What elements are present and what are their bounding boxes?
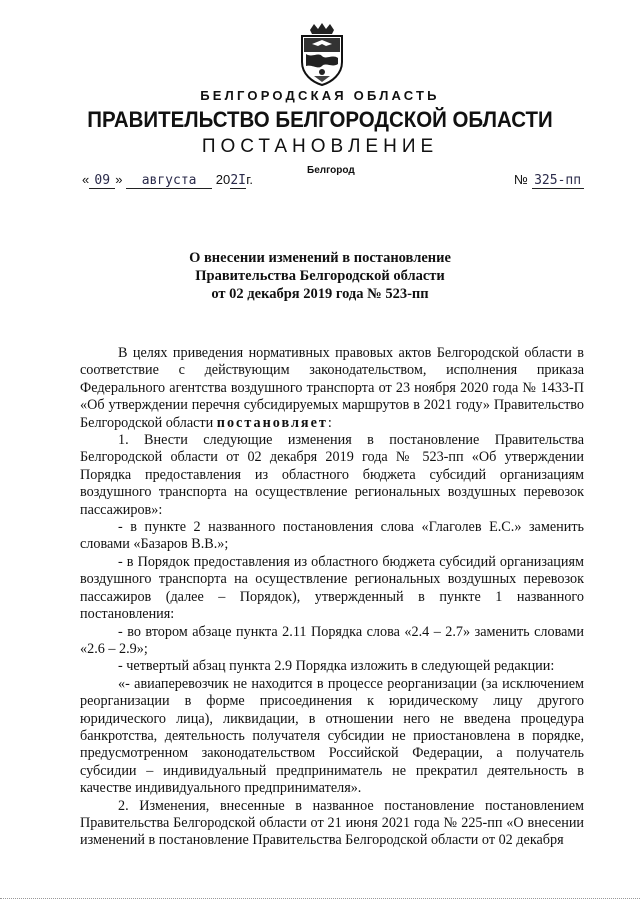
paragraph-1b2: - четвертый абзац пункта 2.9 Порядка изложить в следующей редакции: — [118, 658, 555, 675]
title-line-2: Правительства Белгородской области — [195, 268, 445, 284]
paragraph-1b1: - во втором абзаце пункта 2.11 Порядка слова «2.4 – 2.7» заменить словами «2.6 – 2.9»; — [80, 623, 584, 657]
resolves-colon: : — [327, 414, 332, 431]
coat-of-arms-icon — [296, 22, 348, 86]
date-year-g: г. — [246, 172, 253, 187]
date-field — [82, 172, 253, 189]
region-name: БЕЛГОРОДСКАЯ ОБЛАСТЬ — [200, 88, 440, 103]
date-day: 09 — [89, 173, 115, 189]
document-body — [80, 345, 584, 850]
date-close-quote: » — [115, 172, 123, 187]
document-number — [514, 172, 584, 189]
date-open-quote: « — [82, 172, 90, 187]
page-bottom-rule — [0, 898, 640, 899]
paragraph-2: 2. Изменения, внесенные в названное постановление постановлением Правительства Белгородской области от 21 июня 2021 года № 225-пп «О внесении изменений в постановление Правительства Белгородской области от 02 декабря — [80, 797, 584, 849]
date-month: августа — [126, 173, 212, 189]
title-line-3: от 02 декабря 2019 года № 523-пп — [211, 286, 429, 302]
number-value: 325-пп — [532, 173, 584, 189]
date-year-prefix: 20 — [215, 172, 231, 187]
intro-text: В целях приведения нормативных правовых актов Белгородской области в соответствие с действующим законодательством, исполнения приказа Федерального агентства воздушного транспорта от 23 ноября 2020 года № 1433-П «Об утверждении перечня субсидируемых маршрутов в 2021 году» Правительство Белгородской области — [80, 345, 584, 431]
document-type: ПОСТАНОВЛЕНИЕ — [201, 136, 439, 157]
paragraph-1a: - в пункте 2 названного постановления слова «Глаголев Е.С.» заменить словами «Базаров В.В.»; — [80, 519, 584, 553]
intro-paragraph — [80, 345, 584, 432]
resolves-keyword: постановляет — [216, 414, 328, 431]
paragraph-1: 1. Внести следующие изменения в постановление Правительства Белгородской области от 02 декабря 2019 года № 523-пп «Об утверждении Порядка предоставления из областного бюджета субсидий организациям воздушного транспорта на осуществление региональных воздушных перевозок пассажиров»: — [80, 432, 584, 518]
title-line-1: О внесении изменений в постановление — [189, 250, 451, 266]
date-year-suffix: 2I — [230, 173, 247, 188]
number-label: № — [514, 172, 528, 187]
city-name: Белгород — [307, 165, 355, 176]
government-name: ПРАВИТЕЛЬСТВО БЕЛГОРОДСКОЙ ОБЛАСТИ — [87, 107, 553, 132]
paragraph-1b: - в Порядок предоставления из областного бюджета субсидий организациям воздушного транспорта на осуществление региональных воздушных перевозок пассажиров (далее – Порядок), утвержденный в пункте 1 названного постановления: — [80, 553, 584, 623]
document-title — [0, 249, 640, 303]
paragraph-1b3: «- авиаперевозчик не находится в процессе реорганизации (за исключением реорганизации в форме присоединения к юридическому лицу другого юридического лица), ликвидации, в отношении него не введена процедура банкротства, деятельность получателя субсидии не приостановлена в порядке, предусмотренном законодательством Российской Федерации, а получатель субсидии – индивидуальный предприниматель не прекратил деятельность в качестве индивидуального предпринимателя». — [80, 675, 584, 797]
